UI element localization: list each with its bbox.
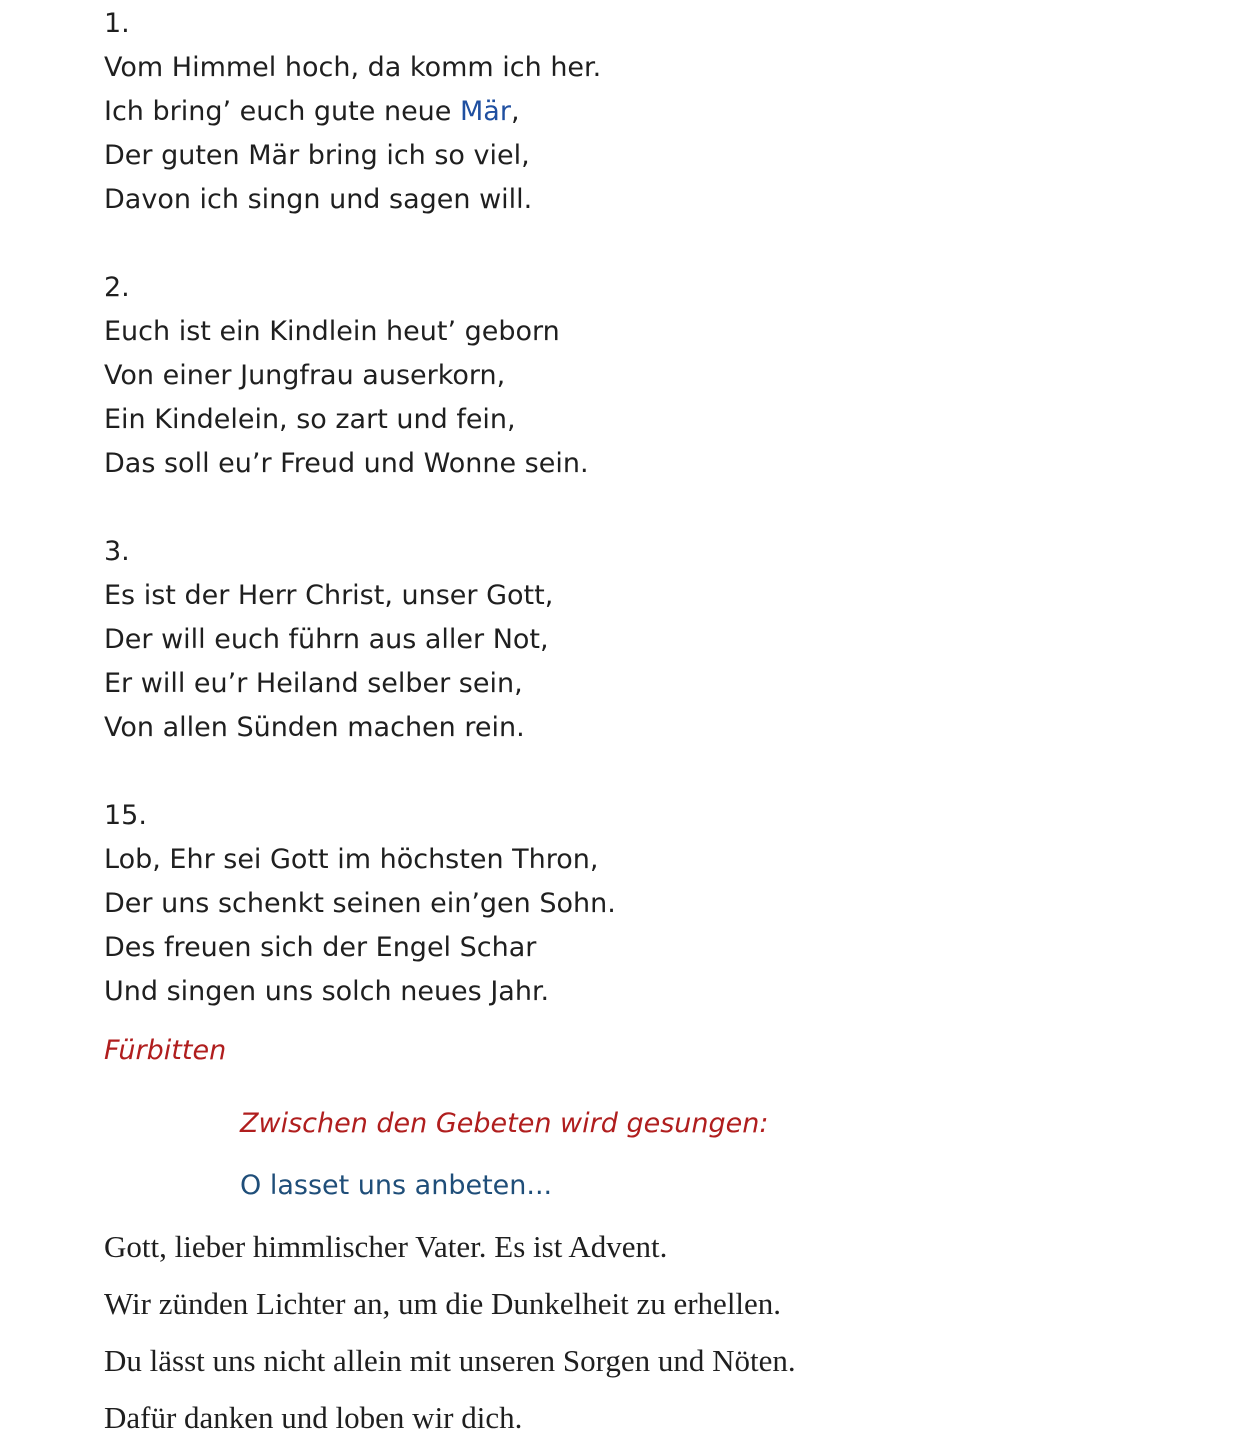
- verse-1-line-2: [104, 98, 520, 125]
- verse-2-line-1: Euch ist ein Kindlein heut’ geborn: [104, 316, 560, 347]
- prayer-line-4: Dafür danken und loben wir dich.: [104, 1400, 523, 1435]
- verse-1-line-2-text: Ich bring’ euch gute neue: [104, 96, 460, 127]
- verse-2-number: 2.: [104, 272, 130, 303]
- verse-1-line-4: Davon ich singn und sagen will.: [104, 184, 533, 215]
- verse-15-line-2: Der uns schenkt seinen ein’gen Sohn.: [104, 888, 616, 919]
- verse-1-line-1: Vom Himmel hoch, da komm ich her.: [104, 52, 602, 83]
- prayer-line-1: Gott, lieber himmlischer Vater. Es ist Advent.: [104, 1229, 668, 1264]
- verse-1-number: 1.: [104, 8, 130, 39]
- verse-3-line-1: Es ist der Herr Christ, unser Gott,: [104, 580, 554, 611]
- section-heading: Fürbitten: [104, 1035, 227, 1066]
- verse-1-line-3: Der guten Mär bring ich so viel,: [104, 140, 530, 171]
- singing-instruction: Zwischen den Gebeten wird gesungen:: [240, 1108, 769, 1139]
- verse-3-line-4: Von allen Sünden machen rein.: [104, 712, 525, 743]
- verse-15-line-1: Lob, Ehr sei Gott im höchsten Thron,: [104, 844, 599, 875]
- prayer-line-2: Wir zünden Lichter an, um die Dunkelheit zu erhellen.: [104, 1286, 782, 1321]
- verse-2-line-2: Von einer Jungfrau auserkorn,: [104, 360, 506, 391]
- verse-15-line-3: Des freuen sich der Engel Schar: [104, 932, 537, 963]
- verse-3-number: 3.: [104, 536, 130, 567]
- refrain-text: O lasset uns anbeten...: [240, 1170, 553, 1201]
- verse-15-line-4: Und singen uns solch neues Jahr.: [104, 976, 550, 1007]
- verse-2-line-4: Das soll eu’r Freud und Wonne sein.: [104, 448, 589, 479]
- verse-3-line-3: Er will eu’r Heiland selber sein,: [104, 668, 523, 699]
- prayer-line-3: Du lässt uns nicht allein mit unseren Sorgen und Nöten.: [104, 1343, 796, 1378]
- verse-2-line-3: Ein Kindelein, so zart und fein,: [104, 404, 516, 435]
- highlighted-word: Mär: [459, 96, 511, 127]
- verse-15-number: 15.: [104, 800, 147, 831]
- verse-3-line-2: Der will euch führn aus aller Not,: [104, 624, 549, 655]
- verse-1-line-2-suffix: ,: [510, 96, 520, 127]
